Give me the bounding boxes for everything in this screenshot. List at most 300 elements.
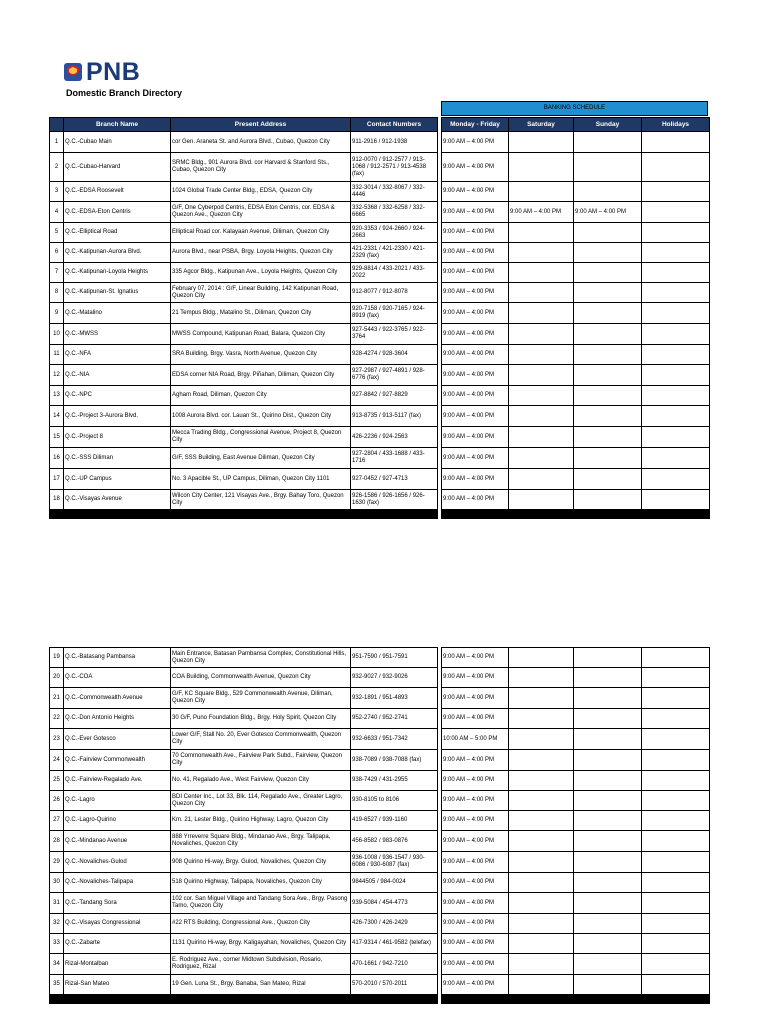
schedule-saturday xyxy=(509,709,574,729)
branch-name: Q.C.-Katipunan-Aurora Blvd. xyxy=(64,243,171,263)
row-number: 27 xyxy=(50,811,64,831)
contact-numbers: 332-5368 / 332-6258 / 332-6665 xyxy=(351,202,438,223)
schedule-sunday xyxy=(574,750,642,771)
schedule-mon-fri: 9:00 AM – 4:00 PM xyxy=(442,345,509,365)
table-row xyxy=(50,406,710,427)
row-number: 1 xyxy=(50,132,64,153)
branch-name: Q.C.-Cubao Main xyxy=(64,132,171,153)
contact-numbers: 426-2236 / 924-2563 xyxy=(351,427,438,448)
schedule-mon-fri: 9:00 AM – 4:00 PM xyxy=(442,153,509,182)
contact-numbers: 951-7590 / 951-7591 xyxy=(351,648,438,668)
branch-address: 1131 Quirino Hi-way, Brgy. Kaligayahan, Novaliches, Quezon City xyxy=(171,934,351,954)
branch-name: Q.C.-Mindanao Avenue xyxy=(64,831,171,852)
schedule-sunday xyxy=(574,427,642,448)
schedule-saturday xyxy=(509,469,574,490)
footer-cell xyxy=(574,510,642,519)
schedule-sunday xyxy=(574,914,642,934)
branch-name: Q.C.-Project 3-Aurora Blvd. xyxy=(64,406,171,427)
table-row xyxy=(50,954,710,975)
branch-name: Q.C.-Don Antonio Heights xyxy=(64,709,171,729)
table-header-row xyxy=(50,118,710,132)
schedule-holidays xyxy=(642,243,710,263)
schedule-sunday xyxy=(574,893,642,914)
schedule-sunday xyxy=(574,791,642,811)
schedule-holidays xyxy=(642,688,710,709)
branch-address: BDI Center Inc., Lot 33, Blk. 114, Regalado Ave., Greater Lagro, Quezon City xyxy=(171,791,351,811)
table-row xyxy=(50,729,710,750)
row-number: 12 xyxy=(50,365,64,386)
schedule-saturday xyxy=(509,303,574,324)
schedule-mon-fri: 9:00 AM – 4:00 PM xyxy=(442,490,509,510)
row-number: 33 xyxy=(50,934,64,954)
branch-address: February 07, 2014 : G/F, Linear Building, 142 Katipunan Road, Quezon City xyxy=(171,283,351,303)
schedule-holidays xyxy=(642,668,710,688)
table-row xyxy=(50,243,710,263)
footer-cell xyxy=(574,995,642,1004)
schedule-holidays xyxy=(642,750,710,771)
branch-address: Elliptical Road cor. Kalayaan Avenue, Diliman, Quezon City xyxy=(171,223,351,243)
contact-numbers: 936-1008 / 936-1547 / 930-6086 / 930-6087 (fax) xyxy=(351,852,438,873)
schedule-holidays xyxy=(642,303,710,324)
schedule-holidays xyxy=(642,153,710,182)
row-number: 25 xyxy=(50,771,64,791)
schedule-sunday xyxy=(574,831,642,852)
schedule-saturday: 9:00 AM – 4:00 PM xyxy=(509,202,574,223)
schedule-mon-fri: 9:00 AM – 4:00 PM xyxy=(442,975,509,995)
schedule-holidays xyxy=(642,263,710,283)
branch-name: Q.C.-Fairview-Regalado Ave. xyxy=(64,771,171,791)
schedule-saturday xyxy=(509,324,574,345)
table-body-1 xyxy=(50,132,710,519)
branch-name: Q.C.-UP Campus xyxy=(64,469,171,490)
schedule-saturday xyxy=(509,345,574,365)
branch-name: Q.C.-NFA xyxy=(64,345,171,365)
row-number: 30 xyxy=(50,873,64,893)
schedule-sunday xyxy=(574,263,642,283)
table-row xyxy=(50,345,710,365)
branch-address: G/F, SSS Building, East Avenue Diliman, Quezon City xyxy=(171,448,351,469)
branch-name: Q.C.-Lagro-Quirino xyxy=(64,811,171,831)
schedule-sunday xyxy=(574,729,642,750)
schedule-holidays xyxy=(642,934,710,954)
schedule-saturday xyxy=(509,648,574,668)
schedule-holidays xyxy=(642,365,710,386)
contact-numbers: 419-6527 / 939-1160 xyxy=(351,811,438,831)
schedule-sunday xyxy=(574,386,642,406)
branch-name: Q.C.-Visayas Congressional xyxy=(64,914,171,934)
schedule-saturday xyxy=(509,750,574,771)
branch-name: Q.C.-Matalino xyxy=(64,303,171,324)
table-row xyxy=(50,893,710,914)
branch-name: Q.C.-MWSS xyxy=(64,324,171,345)
table-row xyxy=(50,490,710,510)
branch-address: 1024 Global Trade Center Bldg., EDSA, Quezon City xyxy=(171,182,351,202)
row-number: 11 xyxy=(50,345,64,365)
branch-name: Q.C.-Ever Gotesco xyxy=(64,729,171,750)
schedule-mon-fri: 9:00 AM – 4:00 PM xyxy=(442,934,509,954)
table-row xyxy=(50,934,710,954)
schedule-holidays xyxy=(642,791,710,811)
branch-table-2 xyxy=(49,647,710,1004)
contact-numbers: 930-8105 to 8106 xyxy=(351,791,438,811)
branch-address: 19 Gen. Luna St., Brgy. Banaba, San Mateo, Rizal xyxy=(171,975,351,995)
schedule-mon-fri: 9:00 AM – 4:00 PM xyxy=(442,303,509,324)
footer-cell xyxy=(642,510,710,519)
schedule-sunday xyxy=(574,852,642,873)
schedule-saturday xyxy=(509,668,574,688)
contact-numbers: 912-0070 / 912-2577 / 913-1068 / 912-2571 / 913-4538 (fax) xyxy=(351,153,438,182)
table-row xyxy=(50,771,710,791)
row-number: 15 xyxy=(50,427,64,448)
schedule-saturday xyxy=(509,729,574,750)
row-number: 5 xyxy=(50,223,64,243)
contact-numbers: 938-7089 / 938-7088 (fax) xyxy=(351,750,438,771)
row-number: 9 xyxy=(50,303,64,324)
branch-address: E. Rodriguez Ave., corner Midtown Subdivision, Rosario, Rodriguez, Rizal xyxy=(171,954,351,975)
contact-numbers: 920-3353 / 924-2660 / 924-2663 xyxy=(351,223,438,243)
footer-cell xyxy=(64,510,171,519)
footer-cell xyxy=(351,995,438,1004)
schedule-mon-fri: 9:00 AM – 4:00 PM xyxy=(442,202,509,223)
table-row xyxy=(50,386,710,406)
contact-numbers: 952-2740 / 952-2741 xyxy=(351,709,438,729)
table-row xyxy=(50,202,710,223)
schedule-saturday xyxy=(509,771,574,791)
table-row xyxy=(50,303,710,324)
table-row xyxy=(50,365,710,386)
branch-address: No. 3 Apacible St., UP Campus, Diliman, Quezon City 1101 xyxy=(171,469,351,490)
schedule-sunday xyxy=(574,132,642,153)
branch-name: Q.C.-Novaliches-Talipapa xyxy=(64,873,171,893)
table-row xyxy=(50,668,710,688)
schedule-sunday: 9:00 AM – 4:00 PM xyxy=(574,202,642,223)
table-footer-bar xyxy=(50,995,710,1004)
schedule-mon-fri: 9:00 AM – 4:00 PM xyxy=(442,132,509,153)
schedule-sunday xyxy=(574,324,642,345)
schedule-sunday xyxy=(574,668,642,688)
schedule-mon-fri: 9:00 AM – 4:00 PM xyxy=(442,709,509,729)
schedule-holidays xyxy=(642,406,710,427)
table-row xyxy=(50,831,710,852)
table-row xyxy=(50,975,710,995)
branch-address: Mecca Trading Bldg., Congressional Avenue, Project 8, Quezon City xyxy=(171,427,351,448)
branch-name: Q.C.-Visayas Avenue xyxy=(64,490,171,510)
branch-name: Q.C.-Elliptical Road xyxy=(64,223,171,243)
schedule-mon-fri: 9:00 AM – 4:00 PM xyxy=(442,386,509,406)
schedule-saturday xyxy=(509,934,574,954)
schedule-sunday xyxy=(574,406,642,427)
row-number: 3 xyxy=(50,182,64,202)
row-number: 7 xyxy=(50,263,64,283)
schedule-holidays xyxy=(642,202,710,223)
schedule-sunday xyxy=(574,771,642,791)
branch-address: 335 Agcor Bldg., Katipunan Ave., Loyola Heights, Quezon City xyxy=(171,263,351,283)
schedule-sunday xyxy=(574,873,642,893)
pnb-logo xyxy=(63,58,141,86)
table-row xyxy=(50,283,710,303)
table-row xyxy=(50,132,710,153)
schedule-mon-fri: 9:00 AM – 4:00 PM xyxy=(442,750,509,771)
branch-name: Q.C.-Katipunan-Loyola Heights xyxy=(64,263,171,283)
schedule-holidays xyxy=(642,852,710,873)
branch-address: 908 Quirino Hi-way, Brgy. Gulod, Novaliches, Quezon City xyxy=(171,852,351,873)
branch-address: COA Building, Commonwealth Avenue, Quezon City xyxy=(171,668,351,688)
schedule-holidays xyxy=(642,386,710,406)
contact-numbers: 932-6633 / 951-7342 xyxy=(351,729,438,750)
col-header-sunday: Sunday xyxy=(574,118,642,132)
col-header-branch: Branch Name xyxy=(64,118,171,132)
schedule-holidays xyxy=(642,831,710,852)
contact-numbers: 928-4274 / 928-3604 xyxy=(351,345,438,365)
col-header-mon-fri: Monday - Friday xyxy=(442,118,509,132)
contact-numbers: 939-5084 / 454-4773 xyxy=(351,893,438,914)
branch-address: 518 Quirino Highway, Talipapa, Novaliches, Quezon City xyxy=(171,873,351,893)
row-number: 21 xyxy=(50,688,64,709)
row-number: 22 xyxy=(50,709,64,729)
branch-name: Q.C.-Novaliches-Gulod xyxy=(64,852,171,873)
schedule-holidays xyxy=(642,490,710,510)
branch-name: Q.C.-Tandang Sora xyxy=(64,893,171,914)
schedule-mon-fri: 9:00 AM – 4:00 PM xyxy=(442,263,509,283)
branch-name: Q.C.-Lagro xyxy=(64,791,171,811)
contact-numbers: 911-2916 / 912-1938 xyxy=(351,132,438,153)
footer-cell xyxy=(642,995,710,1004)
schedule-holidays xyxy=(642,283,710,303)
branch-address: Wilcon City Center, 121 Visayas Ave., Brgy. Bahay Toro, Quezon City xyxy=(171,490,351,510)
footer-cell xyxy=(442,510,509,519)
branch-address: Agham Road, Diliman, Quezon City xyxy=(171,386,351,406)
branch-address: 1008 Aurora Blvd. cor. Lauan St., Quirino Dist., Quezon City xyxy=(171,406,351,427)
contact-numbers: 927-8842 / 927-8829 xyxy=(351,386,438,406)
schedule-mon-fri: 9:00 AM – 4:00 PM xyxy=(442,668,509,688)
schedule-holidays xyxy=(642,873,710,893)
schedule-holidays xyxy=(642,729,710,750)
schedule-mon-fri: 9:00 AM – 4:00 PM xyxy=(442,283,509,303)
schedule-mon-fri: 9:00 AM – 4:00 PM xyxy=(442,893,509,914)
schedule-mon-fri: 9:00 AM – 4:00 PM xyxy=(442,243,509,263)
schedule-mon-fri: 10:00 AM – 5:00 PM xyxy=(442,729,509,750)
branch-name: Q.C.-Zabarte xyxy=(64,934,171,954)
footer-cell xyxy=(171,995,351,1004)
schedule-sunday xyxy=(574,648,642,668)
schedule-saturday xyxy=(509,914,574,934)
branch-address: MWSS Compound, Katipunan Road, Balara, Quezon City xyxy=(171,324,351,345)
row-number: 35 xyxy=(50,975,64,995)
footer-cell xyxy=(171,510,351,519)
table-row xyxy=(50,750,710,771)
schedule-saturday xyxy=(509,688,574,709)
schedule-holidays xyxy=(642,469,710,490)
branch-address: Lower G/F, Stall No. 20, Ever Gotesco Commonwealth, Quezon City xyxy=(171,729,351,750)
brand-name: PNB xyxy=(86,58,141,86)
schedule-holidays xyxy=(642,893,710,914)
schedule-saturday xyxy=(509,852,574,873)
schedule-sunday xyxy=(574,934,642,954)
contact-numbers: 332-3014 / 332-8067 / 332-4446 xyxy=(351,182,438,202)
schedule-sunday xyxy=(574,365,642,386)
schedule-sunday xyxy=(574,243,642,263)
schedule-mon-fri: 9:00 AM – 4:00 PM xyxy=(442,448,509,469)
contact-numbers: 927-5443 / 922-3765 / 922-3764 xyxy=(351,324,438,345)
schedule-holidays xyxy=(642,709,710,729)
schedule-mon-fri: 9:00 AM – 4:00 PM xyxy=(442,852,509,873)
schedule-saturday xyxy=(509,406,574,427)
schedule-saturday xyxy=(509,427,574,448)
schedule-mon-fri: 9:00 AM – 4:00 PM xyxy=(442,406,509,427)
row-number: 10 xyxy=(50,324,64,345)
pnb-emblem-icon xyxy=(63,62,83,82)
table-row xyxy=(50,811,710,831)
schedule-sunday xyxy=(574,709,642,729)
contact-numbers: 927-2804 / 433-1688 / 433-1716 xyxy=(351,448,438,469)
branch-name: Rizal-San Mateo xyxy=(64,975,171,995)
col-header-saturday: Saturday xyxy=(509,118,574,132)
schedule-mon-fri: 9:00 AM – 4:00 PM xyxy=(442,771,509,791)
schedule-holidays xyxy=(642,954,710,975)
branch-address: #22 RTS Building, Congressional Ave., Quezon City xyxy=(171,914,351,934)
schedule-mon-fri: 9:00 AM – 4:00 PM xyxy=(442,914,509,934)
row-number: 28 xyxy=(50,831,64,852)
schedule-mon-fri: 9:00 AM – 4:00 PM xyxy=(442,324,509,345)
contact-numbers: 9844505 / 984-0024 xyxy=(351,873,438,893)
row-number: 4 xyxy=(50,202,64,223)
footer-cell xyxy=(64,995,171,1004)
schedule-saturday xyxy=(509,954,574,975)
contact-numbers: 927-0452 / 927-4713 xyxy=(351,469,438,490)
footer-cell xyxy=(442,995,509,1004)
branch-address: 30 G/F, Puno Foundation Bldg., Brgy. Holy Spirit, Quezon City xyxy=(171,709,351,729)
schedule-mon-fri: 9:00 AM – 4:00 PM xyxy=(442,648,509,668)
branch-name: Q.C.-EDSA-Eton Centris xyxy=(64,202,171,223)
schedule-mon-fri: 9:00 AM – 4:00 PM xyxy=(442,811,509,831)
contact-numbers: 929-8814 / 433-2021 / 433-2022 xyxy=(351,263,438,283)
schedule-sunday xyxy=(574,448,642,469)
branch-address: 888 Yrreverre Square Bldg., Mindanao Ave., Brgy. Talipapa, Novaliches, Quezon City xyxy=(171,831,351,852)
table-footer-bar xyxy=(50,510,710,519)
contact-numbers: 932-9027 / 932-9026 xyxy=(351,668,438,688)
table-row xyxy=(50,648,710,668)
branch-address: 70 Commonwealth Ave., Fairview Park Subd., Fairview, Quezon City xyxy=(171,750,351,771)
schedule-saturday xyxy=(509,448,574,469)
schedule-saturday xyxy=(509,243,574,263)
branch-address: Km. 21, Lester Bldg., Quirino Highway, Lagro, Quezon City xyxy=(171,811,351,831)
contact-numbers: 938-7429 / 431-2955 xyxy=(351,771,438,791)
schedule-holidays xyxy=(642,324,710,345)
branch-address: 21 Tempus Bldg., Matalino St., Diliman, Quezon City xyxy=(171,303,351,324)
schedule-mon-fri: 9:00 AM – 4:00 PM xyxy=(442,365,509,386)
contact-numbers: 926-1586 / 926-1656 / 926-1630 (fax) xyxy=(351,490,438,510)
table-row xyxy=(50,914,710,934)
schedule-sunday xyxy=(574,223,642,243)
schedule-mon-fri: 9:00 AM – 4:00 PM xyxy=(442,427,509,448)
table-row xyxy=(50,263,710,283)
schedule-saturday xyxy=(509,811,574,831)
branch-address: Main Entrance, Batasan Pambansa Complex, Constitutional Hills, Quezon City xyxy=(171,648,351,668)
schedule-mon-fri: 9:00 AM – 4:00 PM xyxy=(442,791,509,811)
branch-address: G/F, One Cyberpod Centris, EDSA Eton Centris, cor. EDSA & Quezon Ave., Quezon City xyxy=(171,202,351,223)
table-row xyxy=(50,448,710,469)
branch-name: Q.C.-Cubao-Harvard xyxy=(64,153,171,182)
row-number: 34 xyxy=(50,954,64,975)
table-row xyxy=(50,709,710,729)
schedule-sunday xyxy=(574,688,642,709)
branch-address: 102 cor. San Miguel Village and Tandang Sora Ave., Brgy. Pasong Tamo, Quezon City xyxy=(171,893,351,914)
row-number: 6 xyxy=(50,243,64,263)
schedule-mon-fri: 9:00 AM – 4:00 PM xyxy=(442,223,509,243)
contact-numbers: 932-1891 / 951-4893 xyxy=(351,688,438,709)
schedule-sunday xyxy=(574,303,642,324)
table-row xyxy=(50,791,710,811)
branch-name: Q.C.-Commonwealth Avenue xyxy=(64,688,171,709)
branch-address: cor Gen. Araneta St. and Aurora Blvd., Cubao, Quezon City xyxy=(171,132,351,153)
row-number: 8 xyxy=(50,283,64,303)
row-number: 17 xyxy=(50,469,64,490)
branch-name: Q.C.-COA xyxy=(64,668,171,688)
col-header-no xyxy=(50,118,64,132)
branch-name: Q.C.-Fairview Commonwealth xyxy=(64,750,171,771)
contact-numbers: 470-1661 / 942-7210 xyxy=(351,954,438,975)
table-row xyxy=(50,182,710,202)
row-number: 26 xyxy=(50,791,64,811)
schedule-saturday xyxy=(509,873,574,893)
table-row xyxy=(50,469,710,490)
branch-name: Q.C.-Batasang Pambansa xyxy=(64,648,171,668)
row-number: 14 xyxy=(50,406,64,427)
schedule-sunday xyxy=(574,345,642,365)
schedule-saturday xyxy=(509,283,574,303)
schedule-saturday xyxy=(509,490,574,510)
schedule-saturday xyxy=(509,182,574,202)
branch-address: Aurora Blvd., near PSBA, Brgy. Loyola Heights, Quezon City xyxy=(171,243,351,263)
schedule-sunday xyxy=(574,975,642,995)
branch-name: Q.C.-EDSA Roosevelt xyxy=(64,182,171,202)
table-row xyxy=(50,153,710,182)
schedule-saturday xyxy=(509,263,574,283)
schedule-saturday xyxy=(509,791,574,811)
schedule-mon-fri: 9:00 AM – 4:00 PM xyxy=(442,182,509,202)
row-number: 32 xyxy=(50,914,64,934)
schedule-holidays xyxy=(642,427,710,448)
branch-name: Q.C.-Project 8 xyxy=(64,427,171,448)
schedule-mon-fri: 9:00 AM – 4:00 PM xyxy=(442,954,509,975)
row-number: 13 xyxy=(50,386,64,406)
table-body-2 xyxy=(50,648,710,1004)
schedule-mon-fri: 9:00 AM – 4:00 PM xyxy=(442,831,509,852)
row-number: 2 xyxy=(50,153,64,182)
col-header-holidays: Holidays xyxy=(642,118,710,132)
schedule-saturday xyxy=(509,223,574,243)
footer-cell xyxy=(50,995,64,1004)
row-number: 20 xyxy=(50,668,64,688)
schedule-saturday xyxy=(509,132,574,153)
table-row xyxy=(50,427,710,448)
schedule-mon-fri: 9:00 AM – 4:00 PM xyxy=(442,469,509,490)
branch-table-1 xyxy=(49,117,710,519)
branch-address: SRMC Bldg., 901 Aurora Blvd. cor Harvard & Stanford Sts., Cubao, Quezon City xyxy=(171,153,351,182)
schedule-sunday xyxy=(574,490,642,510)
table-row xyxy=(50,223,710,243)
contact-numbers: 913-8735 / 913-5117 (fax) xyxy=(351,406,438,427)
schedule-sunday xyxy=(574,469,642,490)
schedule-holidays xyxy=(642,811,710,831)
schedule-mon-fri: 9:00 AM – 4:00 PM xyxy=(442,688,509,709)
footer-cell xyxy=(351,510,438,519)
contact-numbers: 456-8582 / 983-0876 xyxy=(351,831,438,852)
branch-name: Q.C.-NIA xyxy=(64,365,171,386)
row-number: 16 xyxy=(50,448,64,469)
schedule-sunday xyxy=(574,182,642,202)
schedule-mon-fri: 9:00 AM – 4:00 PM xyxy=(442,873,509,893)
